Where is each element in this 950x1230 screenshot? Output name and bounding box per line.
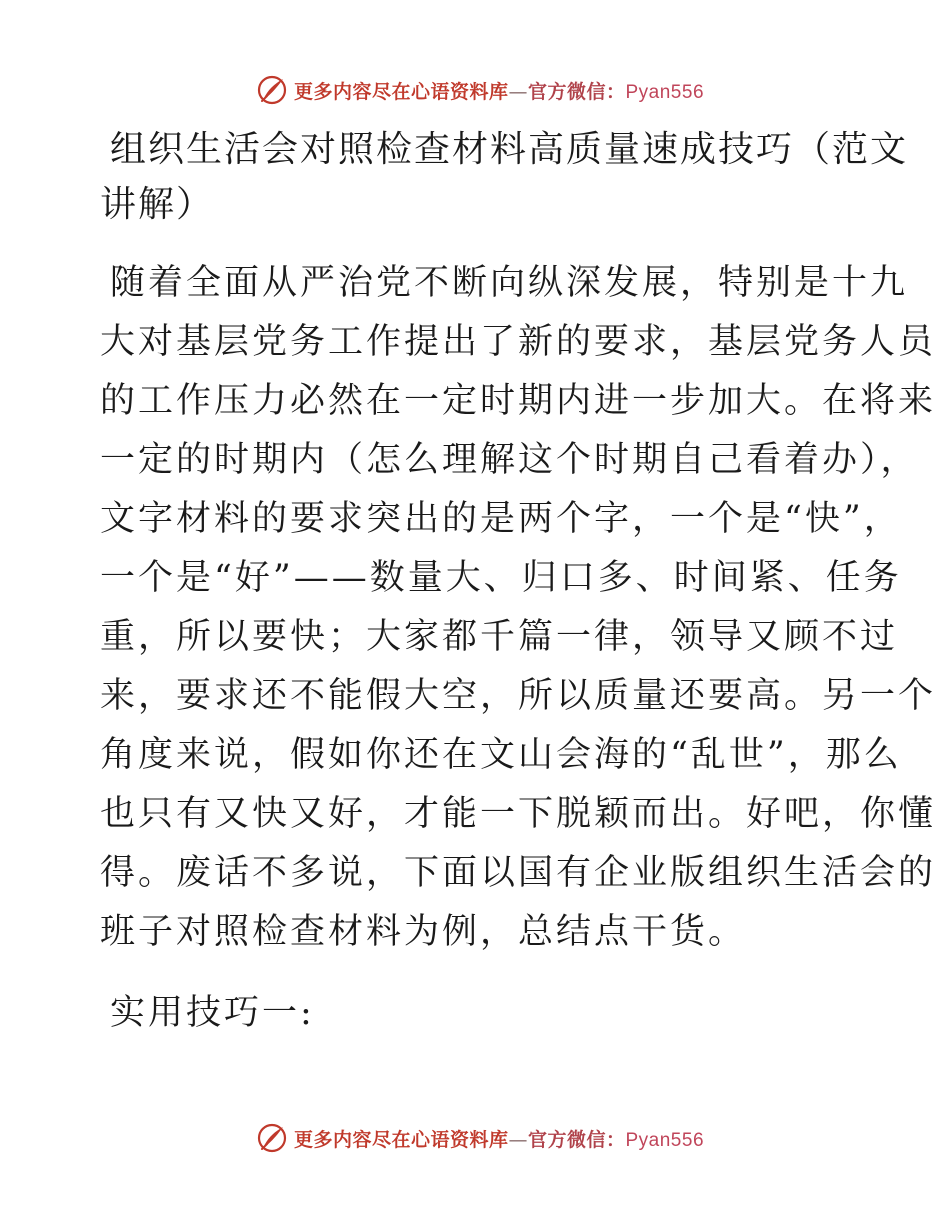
footer-banner-content [256, 1122, 704, 1154]
paragraph-line: 的工作压力必然在一定时期内进一步加大。在将来 [100, 381, 937, 421]
banner-wechat-id: Pyan556 [625, 1129, 705, 1151]
quill-logo-icon [256, 1122, 288, 1154]
paragraph-line: 一定的时期内（怎么理解这个时期自己看着办）， [100, 440, 919, 480]
paragraph-line: 大对基层党务工作提出了新的要求，基层党务人员 [100, 322, 937, 362]
document-title-continuation [100, 177, 852, 232]
paragraph-line: 得。废话不多说，下面以国有企业版组织生活会的 [100, 853, 937, 893]
header-banner-content [256, 74, 704, 106]
paragraph-line: 随着全面从严治党不断向纵深发展，特别是十九 [110, 263, 909, 303]
paragraph-line: 重，所以要快；大家都千篇一律，领导又顾不过 [100, 617, 899, 657]
footer-banner [0, 1118, 950, 1158]
banner-dash: — [508, 80, 528, 103]
paragraph-line: 文字材料的要求突出的是两个字，一个是“快”， [100, 499, 902, 539]
intro-paragraph [100, 254, 937, 962]
section-subheading: 实用技巧一: [110, 993, 315, 1033]
paragraph-line: 也只有又快又好，才能一下脱颖而出。好吧，你懂 [100, 794, 937, 834]
title-line-2: 讲解） [100, 184, 215, 225]
paragraph-line: 角度来说，假如你还在文山会海的“乱世”，那么 [100, 735, 902, 775]
banner-text [294, 77, 704, 104]
paragraph-line: 来，要求还不能假大空，所以质量还要高。另一个 [100, 676, 937, 716]
title-line-1: 组织生活会对照检查材料高质量速成技巧（范文 [110, 129, 909, 170]
quill-logo-icon [256, 74, 288, 106]
banner-wechat-label: 官方微信： [527, 80, 626, 103]
document-title [100, 122, 909, 177]
banner-main-text: 更多内容尽在心语资料库 [293, 1128, 509, 1151]
banner-wechat-label: 官方微信： [527, 1128, 626, 1151]
banner-main-text: 更多内容尽在心语资料库 [293, 80, 509, 103]
banner-dash: — [508, 1128, 528, 1151]
banner-wechat-id: Pyan556 [625, 81, 705, 103]
paragraph-line: 一个是“好”——数量大、归口多、时间紧、任务 [100, 558, 902, 598]
paragraph-line: 班子对照检查材料为例，总结点干货。 [100, 912, 747, 952]
document-body [100, 122, 937, 1043]
header-banner [0, 70, 950, 110]
banner-text [294, 1125, 704, 1152]
